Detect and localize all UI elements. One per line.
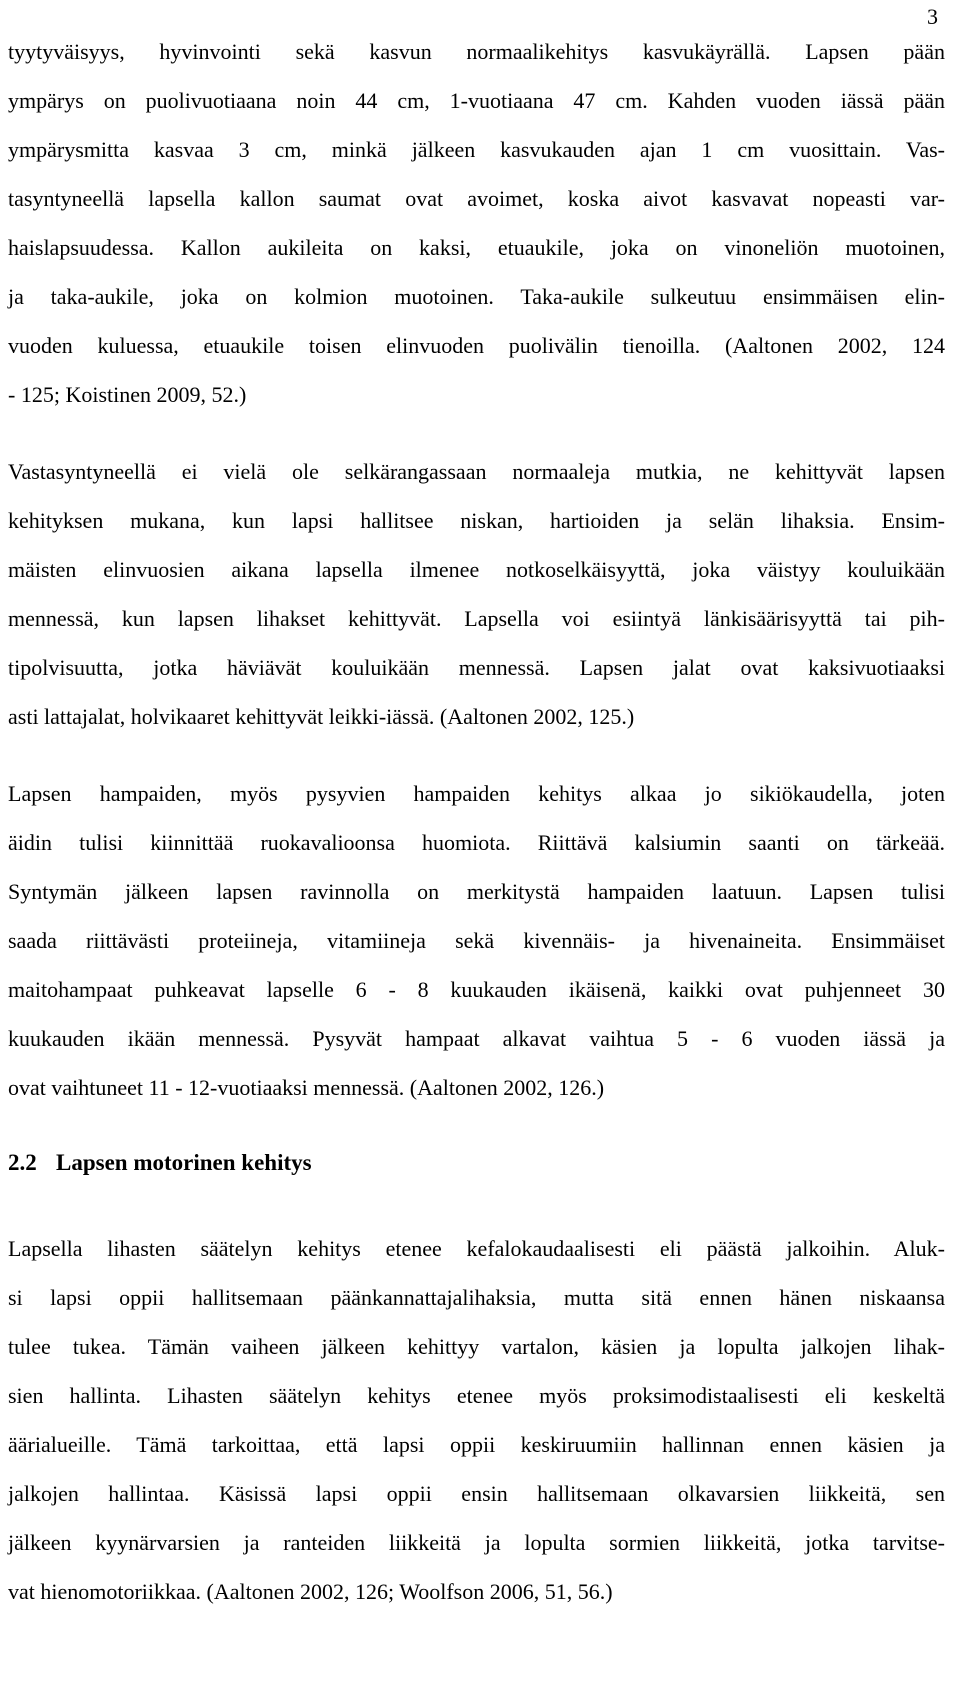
section-title: Lapsen motorinen kehitys (56, 1150, 312, 1175)
text-line: äidin tulisi kiinnittää ruokavalioonsa huomiota. Riittävä kalsiumin saanti on tärkeää. (8, 830, 946, 855)
text-line: tulee tukea. Tämän vaiheen jälkeen kehittyy vartalon, käsien ja lopulta jalkojen lihak- (8, 1334, 945, 1359)
text-line: - 125; Koistinen 2009, 52.) (8, 382, 247, 407)
section-number: 2.2 (8, 1150, 37, 1175)
text-line: jälkeen kyynärvarsien ja ranteiden liikkeitä ja lopulta sormien liikkeitä, jotka tarvitse- (8, 1530, 945, 1555)
text-line: mennessä, kun lapsen lihakset kehittyvät. Lapsella voi esiintyä länkisäärisyyttä tai pih- (8, 606, 945, 631)
text-line: sien hallinta. Lihasten säätelyn kehitys etenee myös proksimodistaalisesti eli keskeltä (8, 1383, 945, 1408)
text-line: tipolvisuutta, jotka häviävät kouluikään mennessä. Lapsen jalat ovat kaksivuotiaaksi (8, 655, 946, 680)
text-line: haislapsuudessa. Kallon aukileita on kaksi, etuaukile, joka on vinoneliön muotoinen, (8, 235, 945, 260)
text-line: asti lattajalat, holvikaaret kehittyvät leikki-iässä. (Aaltonen 2002, 125.) (8, 704, 635, 729)
text-line: Syntymän jälkeen lapsen ravinnolla on merkitystä hampaiden laatuun. Lapsen tulisi (8, 879, 945, 904)
text-line: maitohampaat puhkeavat lapselle 6 - 8 kuukauden ikäisenä, kaikki ovat puhjenneet 30 (8, 977, 945, 1002)
section-heading (8, 1150, 312, 1176)
text-line: ympärysmitta kasvaa 3 cm, minkä jälkeen kasvukauden ajan 1 cm vuosittain. Vas- (8, 137, 945, 162)
text-line: ympärys on puolivuotiaana noin 44 cm, 1-vuotiaana 47 cm. Kahden vuoden iässä pään (8, 88, 945, 113)
text-line: vuoden kuluessa, etuaukile toisen elinvuoden puolivälin tienoilla. (Aaltonen 2002, 124 (8, 333, 945, 358)
text-line: tyytyväisyys, hyvinvointi sekä kasvun normaalikehitys kasvukäyrällä. Lapsen pään (8, 39, 945, 64)
page-number: 3 (927, 4, 938, 29)
text-line: jalkojen hallintaa. Käsissä lapsi oppii ensin hallitsemaan olkavarsien liikkeitä, sen (8, 1481, 946, 1506)
text-line: Lapsen hampaiden, myös pysyvien hampaiden kehitys alkaa jo sikiökaudella, joten (8, 781, 946, 806)
text-line: tasyntyneellä lapsella kallon saumat ovat avoimet, koska aivot kasvavat nopeasti var- (8, 186, 945, 211)
text-line: mäisten elinvuosien aikana lapsella ilmenee notkoselkäisyyttä, joka väistyy kouluikään (8, 557, 945, 582)
text-line: Lapsella lihasten säätelyn kehitys etenee kefalokaudaalisesti eli päästä jalkoihin. Aluk- (8, 1236, 945, 1261)
text-line: kuukauden ikään mennessä. Pysyvät hampaat alkavat vaihtua 5 - 6 vuoden iässä ja (8, 1026, 945, 1051)
text-line: Vastasyntyneellä ei vielä ole selkärangassaan normaaleja mutkia, ne kehittyvät lapsen (8, 459, 945, 484)
text-line: saada riittävästi proteiineja, vitamiineja sekä kivennäis- ja hivenaineita. Ensimmäiset (8, 928, 945, 953)
text-line: vat hienomotoriikkaa. (Aaltonen 2002, 126; Woolfson 2006, 51, 56.) (8, 1579, 613, 1604)
text-line: si lapsi oppii hallitsemaan päänkannattajalihaksia, mutta sitä ennen hänen niskaansa (8, 1285, 945, 1310)
text-line: ovat vaihtuneet 11 - 12-vuotiaaksi mennessä. (Aaltonen 2002, 126.) (8, 1075, 605, 1100)
text-line: kehityksen mukana, kun lapsi hallitsee niskan, hartioiden ja selän lihaksia. Ensim- (8, 508, 946, 533)
text-line: äärialueille. Tämä tarkoittaa, että lapsi oppii keskiruumiin hallinnan ennen käsien ja (8, 1432, 945, 1457)
text-line: ja taka-aukile, joka on kolmion muotoinen. Taka-aukile sulkeutuu ensimmäisen elin- (8, 284, 945, 309)
